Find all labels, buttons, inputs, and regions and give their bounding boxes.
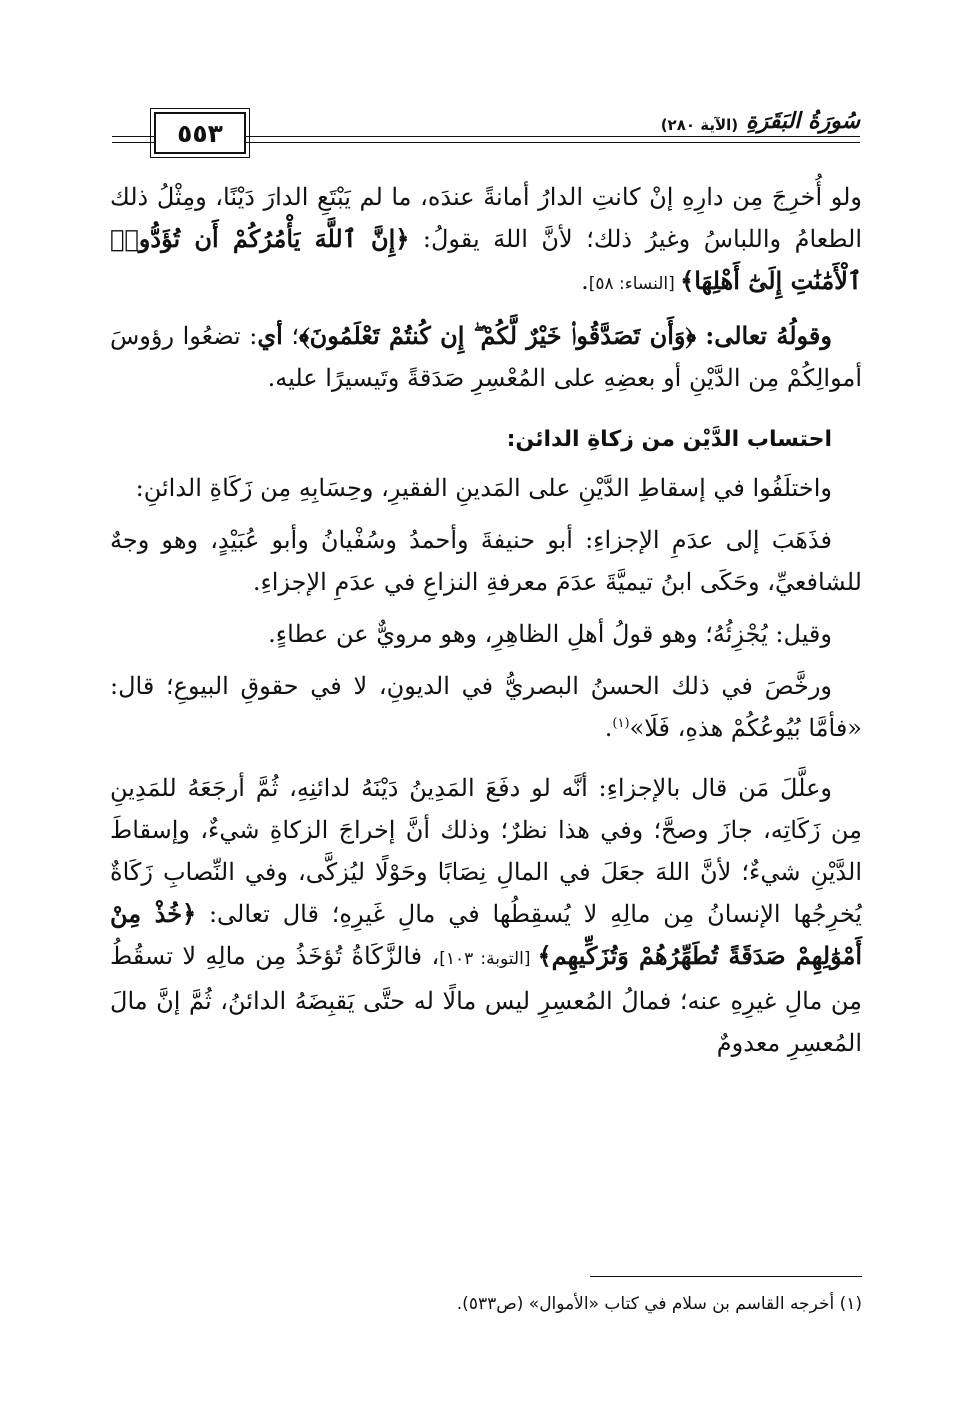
paragraph: [110, 767, 862, 1064]
paragraph-text: : تضعُوا رؤوسَ أموالِكُمْ مِن الدَّيْنِ أو بعضِهِ على المُعْسِرِ صَدَقةً وتَيسيرًا عليه.: [110, 322, 862, 392]
paragraph-text: ورخَّصَ في ذلك الحسنُ البصريُّ في الديونِ، لا في حقوقِ البيوعِ؛ قال: «فأمَّا بُيُوعُكُمْ هذهِ، فَلَا»: [110, 672, 862, 742]
punctuation: .: [604, 714, 613, 742]
paragraph: فذَهَبَ إلى عدَمِ الإجزاءِ: أبو حنيفةَ وأحمدُ وسُفْيانُ وأبو عُبَيْدٍ، وهو وجهٌ للشافعيِّ، وحَكَى ابنُ تيميَّةَ عدَمَ معرفةِ النزاعِ في عدَمِ الإجزاءِ.: [110, 526, 862, 596]
lead-phrase: أي: [257, 321, 283, 350]
punctuation: .: [581, 267, 589, 295]
punctuation: ؛: [282, 322, 299, 350]
paragraph-text: وعلَّلَ مَن قال بالإجزاءِ: أنَّه لو دفَعَ المَدِينُ دَيْنَهُ لدائنِهِ، ثُمَّ أرجَعَهُ للمَدِينِ مِن زَكَاتِه، جازَ وصحَّ؛ وفي هذا نظرٌ؛ وذلك أنَّ إخراجَ الزكاةِ شيءٌ، وإسقاطَ الدَّيْنِ شيءٌ؛ لأنَّ اللهَ جعَلَ في المالِ نِصَابًا وحَوْلًا ليُزكَّى، وفي النِّصابِ زَكَاةٌ يُخرِجُها الإنسانُ مِن مالِهِ لا يُسقِطُها في مالِ غَيرِهِ؛ قال تعالى:: [110, 774, 862, 928]
paragraph: [110, 665, 862, 749]
quran-quote: ﴿خُذْ مِنْ أَمْوَٰلِهِمْ صَدَقَةً تُطَهِّرُهُمْ وَتُزَكِّيهِم﴾: [110, 899, 863, 970]
verse-reference: (الآية ٢٨٠): [660, 116, 739, 134]
paragraph: واختلَفُوا في إسقاطِ الدَّيْنِ على المَدينِ الفقيرِ، وحِسَابِهِ مِن زَكَاةِ الدائنِ:: [135, 474, 832, 502]
section-heading: احتساب الدَّيْن من زكاةِ الدائن:: [506, 427, 832, 452]
page-header: [112, 100, 860, 156]
paragraph: [110, 315, 862, 399]
quran-reference: [التوبة: ١٠٣]: [439, 949, 538, 969]
paragraph: وقيل: يُجْزِئُهُ؛ وهو قولُ أهلِ الظاهِرِ، وهو مرويٌّ عن عطاءٍ.: [268, 620, 832, 648]
quran-quote: ﴿وَأَن تَصَدَّقُوا۟ خَيْرٌ لَّكُمْ ۖ إِن كُنتُمْ تَعْلَمُونَ﴾: [298, 321, 697, 350]
footnote-rule: [590, 1276, 862, 1277]
page-number: ٥٥٣: [154, 112, 246, 154]
paragraph-text: ولو أُخرِجَ مِن دارِهِ إنْ كانتِ الدارُ أمانةً عندَه، ما لم يَبْتَعِ الدارَ دَيْنًا، ومِثْلُ ذلك الطعامُ واللباسُ وغيرُ ذلك؛ لأنَّ اللهَ يقولُ:: [110, 183, 863, 253]
paragraph-text: ، فالزَّكَاةُ تُؤخَذُ مِن مالِهِ لا تسقُطُ مِن مالِ غيرِهِ عنه؛ فمالُ المُعسِرِ ليس مالًا له حتَّى يَقبِضَهُ الدائنُ، ثُمَّ إنَّ مالَ المُعسِرِ معدومٌ: [110, 942, 862, 1057]
surah-name: سُورَةُ البَقَرَةِ: [746, 108, 860, 134]
lead-phrase: وقولُهُ تعالى:: [696, 321, 832, 350]
footnote: (١) أخرجه القاسم بن سلام في كتاب «الأموال» (ص٥٣٣).: [456, 1294, 862, 1314]
paragraph: [110, 176, 862, 305]
page-body: [110, 176, 862, 1064]
footnote-marker: (١): [612, 716, 630, 731]
quran-reference: [النساء: ٥٨]: [588, 274, 681, 294]
quran-quote: ﴿إِنَّ ٱللَّهَ يَأْمُرُكُمْ أَن تُؤَدُّوا۟ ٱلْأَمَٰنَٰتِ إِلَىٰٓ أَهْلِهَا﴾: [110, 224, 862, 295]
running-head: [655, 100, 860, 134]
